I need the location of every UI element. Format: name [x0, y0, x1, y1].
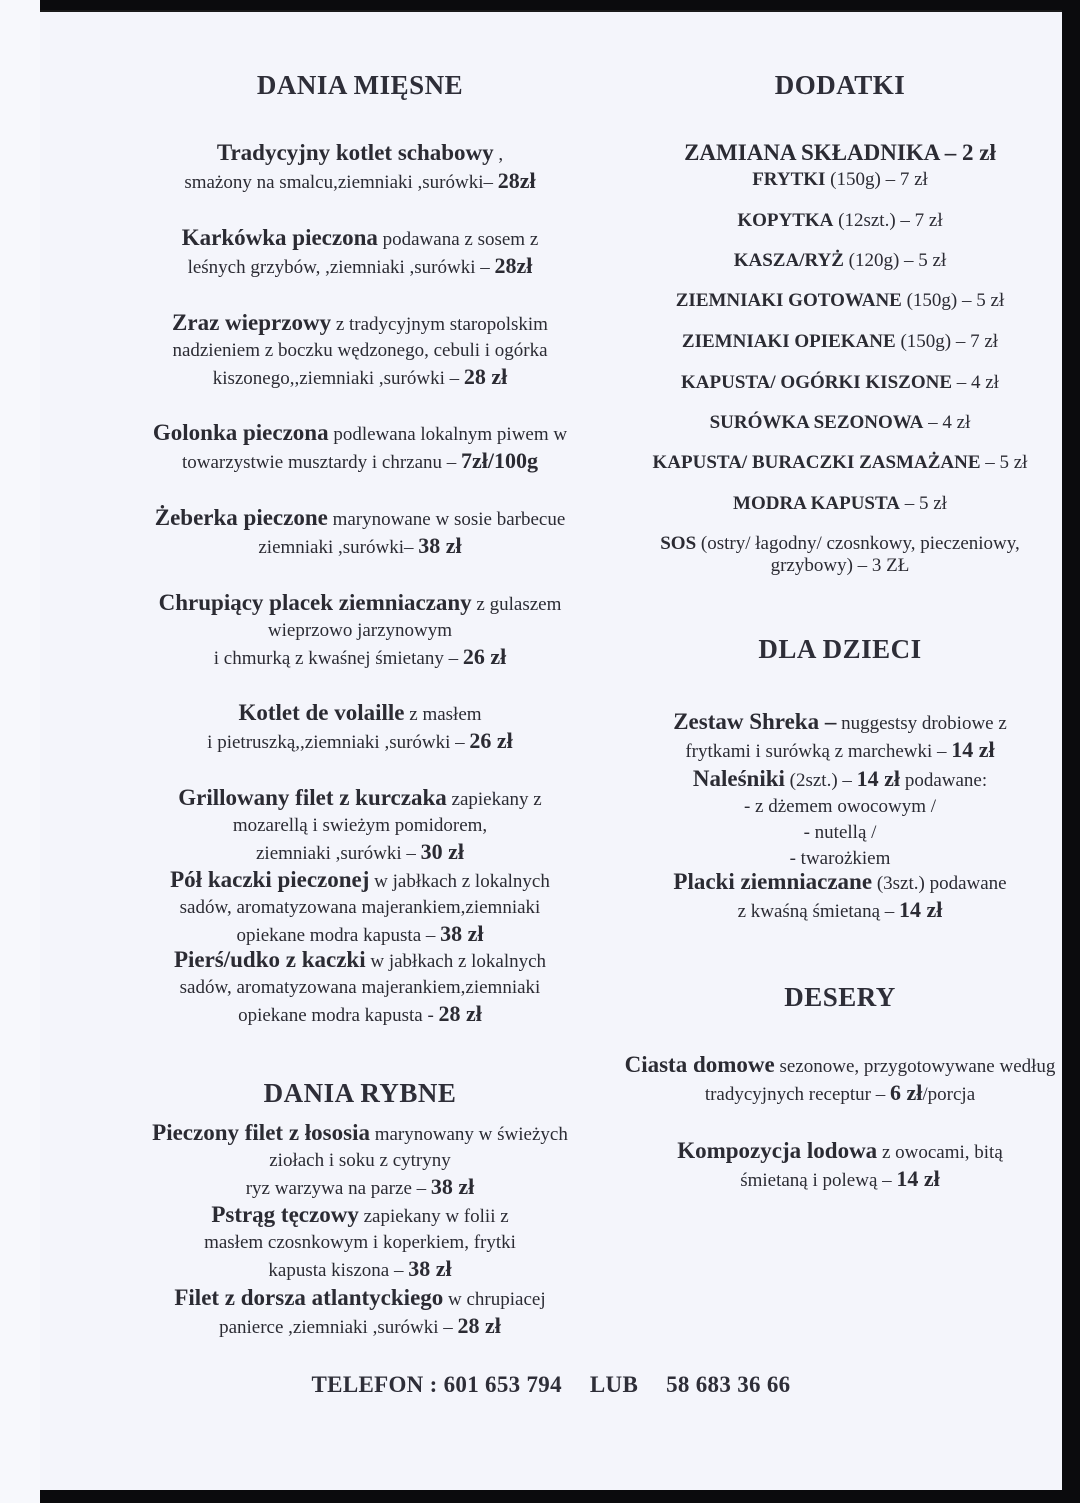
dish-name: Pół kaczki pieczonej: [170, 867, 370, 892]
menu-item: [90, 1285, 630, 1341]
item-line-3: [90, 644, 630, 672]
dish-price: 14 zł: [856, 766, 901, 791]
dish-description: opiekane modra kapusta –: [236, 925, 436, 946]
dish-description: ryz warzywa na parze –: [245, 1178, 427, 1199]
dish-description: masłem czosnkowym i koperkiem, frytki: [204, 1232, 516, 1253]
scan-margin: [0, 0, 40, 1503]
side-price: (12szt.) – 7 zł: [838, 210, 943, 231]
dish-price: 26 zł: [469, 728, 513, 753]
side-price: – 4 zł: [956, 372, 999, 393]
side-item: [610, 331, 1070, 353]
dish-description: sezonowe, przygotowywane według: [779, 1056, 1056, 1077]
price-suffix: /porcja: [922, 1084, 976, 1105]
side-item: [610, 290, 1070, 312]
dish-description: śmietaną i polewą –: [740, 1170, 892, 1191]
menu-item: [90, 1120, 630, 1202]
dish-description: z owocami, bitą: [881, 1142, 1003, 1163]
item-line-2: [90, 1148, 630, 1174]
item-line-2: [90, 728, 630, 756]
dish-description: (2szt.) –: [789, 770, 852, 791]
menu-item: [90, 140, 630, 196]
item-line-1: [90, 867, 630, 895]
dish-name: Karkówka pieczona: [181, 225, 378, 250]
side-item: [610, 250, 1070, 272]
menu-item: [90, 785, 630, 867]
kids-heading: DLA DZIECI: [758, 634, 922, 664]
phone-footer: [40, 1372, 1062, 1398]
dish-price: 38 zł: [430, 1174, 475, 1199]
dish-description: z gulaszem: [476, 594, 562, 615]
dish-description: sadów, aromatyzowana majerankiem,ziemniaki: [179, 897, 541, 918]
side-item: [610, 452, 1070, 474]
dish-description: kiszonego,,ziemniaki ,surówki –: [212, 368, 460, 389]
sides-heading: DODATKI: [774, 70, 906, 100]
phone-secondary: 58 683 36 66: [666, 1372, 791, 1397]
side-item: [610, 533, 1070, 577]
item-line-1: [90, 590, 630, 618]
dish-description: ziołach i soku z cytryny: [269, 1150, 451, 1171]
menu-item: [90, 867, 630, 949]
menu-item: [90, 700, 630, 756]
dish-description: w jabłkach z lokalnych: [374, 871, 550, 892]
side-item: [610, 210, 1070, 232]
dish-price: 38 zł: [408, 1256, 452, 1281]
side-price: (150g) – 7 zł: [900, 331, 999, 352]
side-price: (150g) – 5 zł: [906, 290, 1005, 311]
menu-item: [90, 505, 630, 561]
dish-description: mozarellą i swieżym pomidorem,: [232, 815, 488, 836]
side-item: [610, 412, 1070, 434]
dish-description: ,: [498, 144, 504, 165]
item-line-2: [90, 1230, 630, 1256]
side-price: – 4 zł: [928, 412, 971, 433]
dish-description: opiekane modra kapusta -: [238, 1005, 434, 1026]
item-line-2: [90, 813, 630, 839]
dish-description: podlewana lokalnym piwem w: [333, 424, 568, 445]
dish-name: Zestaw Shreka –: [673, 709, 837, 734]
dish-name: Kompozycja lodowa: [677, 1138, 878, 1163]
item-line-2: [610, 737, 1070, 765]
dish-description: podawane:: [904, 770, 988, 791]
item-line-2: [90, 533, 630, 561]
menu-item: [90, 420, 630, 476]
item-line-1: [90, 700, 630, 728]
side-price: (150g) – 7 zł: [830, 169, 928, 190]
dish-description: frytkami i surówką z marchewki –: [685, 741, 947, 762]
dish-description: leśnych grzybów, ,ziemniaki ,surówki –: [187, 257, 490, 278]
dish-price: 28 zł: [457, 1313, 501, 1338]
dish-description: w jabłkach z lokalnych: [370, 951, 547, 972]
menu-item: [610, 1138, 1070, 1194]
dish-description: ziemniaki ,surówki –: [255, 843, 416, 864]
menu-item: [610, 709, 1070, 765]
item-line-1: [90, 310, 630, 338]
dish-name: Ciasta domowe: [624, 1052, 775, 1077]
phone-primary: TELEFON : 601 653 794: [311, 1372, 562, 1397]
item-line-2: [610, 1166, 1070, 1194]
item-line-3: [90, 921, 630, 949]
dish-description: kapusta kiszona –: [268, 1260, 404, 1281]
meat-heading: DANIA MIĘSNE: [256, 70, 464, 100]
menu-item: [90, 947, 630, 1029]
dish-name: Zraz wieprzowy: [172, 310, 332, 335]
option-line: - z dżemem owocowym /: [743, 796, 937, 817]
dish-name: Filet z dorsza atlantyckiego: [174, 1285, 444, 1310]
dish-description: ziemniaki ,surówki–: [258, 537, 414, 558]
dish-price: 7zł/100g: [461, 448, 539, 473]
dish-description: wieprzowo jarzynowym: [267, 620, 453, 641]
dish-price: 38 zł: [440, 921, 484, 946]
dish-name: Pstrąg tęczowy: [211, 1202, 359, 1227]
dish-description: z masłem: [409, 704, 482, 725]
dish-description: i chmurką z kwaśnej śmietany –: [213, 648, 459, 669]
dish-description: w chrupiacej: [448, 1289, 546, 1310]
side-name: ZAMIANA SKŁADNIKA – 2 zł: [684, 140, 996, 165]
item-line-3: [90, 839, 630, 867]
dish-description: zapiekany z: [451, 789, 542, 810]
dish-price: 38 zł: [418, 533, 462, 558]
side-name: SURÓWKA SEZONOWA: [709, 412, 924, 433]
item-line-2: [90, 975, 630, 1001]
phone-or: LUB: [589, 1372, 639, 1397]
item-line-1: [90, 225, 630, 253]
dish-description: panierce ,ziemniaki ,surówki –: [219, 1317, 453, 1338]
dish-description: podawana z sosem z: [382, 229, 539, 250]
dish-description: nadzieniem z boczku wędzonego, cebuli i ogórka: [172, 340, 548, 361]
side-name: ZIEMNIAKI GOTOWANE: [675, 290, 902, 311]
dish-price: 26 zł: [462, 644, 507, 669]
dish-name: Pierś/udko z kaczki: [173, 947, 366, 972]
item-line-1: [90, 785, 630, 813]
dish-description: i pietruszką,,ziemniaki ,surówki –: [207, 732, 465, 753]
item-line-1: [90, 505, 630, 533]
menu-item: [610, 766, 1070, 872]
dish-price: 14 zł: [951, 737, 995, 762]
dish-name: Tradycyjny kotlet schabowy: [216, 140, 494, 165]
dish-name: Pieczony filet z łososia: [152, 1120, 370, 1145]
side-price: grzybowy) – 3 ZŁ: [770, 555, 910, 576]
side-name: FRYTKI: [752, 169, 826, 190]
dish-price: 6 zł: [890, 1080, 923, 1105]
item-line-1: [90, 1120, 630, 1148]
side-name: ZIEMNIAKI OPIEKANE: [681, 331, 896, 352]
menu-item: [610, 869, 1070, 925]
side-price: (ostry/ łagodny/ czosnkowy, pieczeniowy,: [700, 533, 1020, 554]
menu-item: [90, 310, 630, 392]
item-line-1: [90, 140, 630, 168]
dish-description: nuggestsy drobiowe z: [841, 713, 1007, 734]
side-name: SOS: [660, 533, 697, 554]
item-line-1: [610, 709, 1070, 737]
item-line-2: [90, 448, 630, 476]
item-line-2: [90, 338, 630, 364]
side-name: MODRA KAPUSTA: [733, 493, 900, 514]
menu-item: [90, 1202, 630, 1284]
option-line: - twarożkiem: [789, 848, 891, 869]
menu-page: [40, 10, 1062, 1490]
side-item: [610, 372, 1070, 394]
side-name: KAPUSTA/ OGÓRKI KISZONE: [681, 372, 952, 393]
dish-description: sadów, aromatyzowana majerankiem,ziemniaki: [179, 977, 541, 998]
dish-description: tradycyjnych receptur –: [704, 1084, 886, 1105]
item-line-2: [610, 1080, 1070, 1108]
side-name: KAPUSTA/ BURACZKI ZASMAŻANE: [652, 452, 981, 473]
side-price: – 5 zł: [904, 493, 947, 514]
dish-name: Golonka pieczona: [152, 420, 329, 445]
dish-description: marynowany w świeżych: [374, 1124, 568, 1145]
dish-price: 14 zł: [896, 1166, 940, 1191]
item-line-1: [610, 1052, 1070, 1080]
menu-item: [90, 225, 630, 281]
item-line-2: [90, 618, 630, 644]
item-line-2: [90, 895, 630, 921]
side-item: [610, 140, 1070, 166]
side-price: – 5 zł: [985, 452, 1028, 473]
item-line-2: [90, 253, 630, 281]
fish-heading: DANIA RYBNE: [263, 1078, 457, 1108]
item-line-1: [610, 1138, 1070, 1166]
dish-description: (3szt.) podawane: [876, 873, 1007, 894]
side-name: KOPYTKA: [737, 210, 834, 231]
dish-description: zapiekany w folii z: [363, 1206, 509, 1227]
dish-description: z kwaśną śmietaną –: [737, 901, 895, 922]
dish-name: Naleśniki: [692, 766, 785, 791]
side-item: [610, 493, 1070, 515]
side-item: [610, 169, 1070, 191]
item-line-3: [90, 1174, 630, 1202]
option-line: - nutellą /: [803, 822, 877, 843]
dish-name: Kotlet de volaille: [238, 700, 405, 725]
dish-description: smażony na smalcu,ziemniaki ,surówki–: [184, 172, 494, 193]
dish-name: Żeberka pieczone: [154, 505, 328, 530]
dish-price: 28zł: [497, 168, 536, 193]
dish-price: 14 zł: [899, 897, 943, 922]
item-line-2: [90, 168, 630, 196]
menu-item: [610, 1052, 1070, 1108]
dish-description: marynowane w sosie barbecue: [332, 509, 566, 530]
item-line-1: [90, 1202, 630, 1230]
desserts-heading: DESERY: [784, 982, 896, 1012]
dish-price: 28 zł: [438, 1001, 482, 1026]
dish-name: Chrupiący placek ziemniaczany: [158, 590, 472, 615]
item-line-3: [90, 364, 630, 392]
dish-price: 30 zł: [420, 839, 465, 864]
dish-name: Placki ziemniaczane: [673, 869, 873, 894]
dish-description: towarzystwie musztardy i chrzanu –: [181, 452, 457, 473]
dish-description: z tradycyjnym staropolskim: [335, 314, 548, 335]
item-line-2: [90, 1313, 630, 1341]
item-line-1: [90, 947, 630, 975]
item-line-1: [610, 766, 1070, 794]
menu-item: [90, 590, 630, 672]
item-line-3: [90, 1256, 630, 1284]
dish-price: 28zł: [494, 253, 533, 278]
dish-price: 28 zł: [463, 364, 508, 389]
item-line-1: [90, 1285, 630, 1313]
item-line-3: [90, 1001, 630, 1029]
dish-name: Grillowany filet z kurczaka: [178, 785, 447, 810]
item-line-1: [90, 420, 630, 448]
item-line-1: [610, 869, 1070, 897]
item-line-2: [610, 897, 1070, 925]
side-price: (120g) – 5 zł: [848, 250, 947, 271]
side-name: KASZA/RYŻ: [733, 250, 844, 271]
